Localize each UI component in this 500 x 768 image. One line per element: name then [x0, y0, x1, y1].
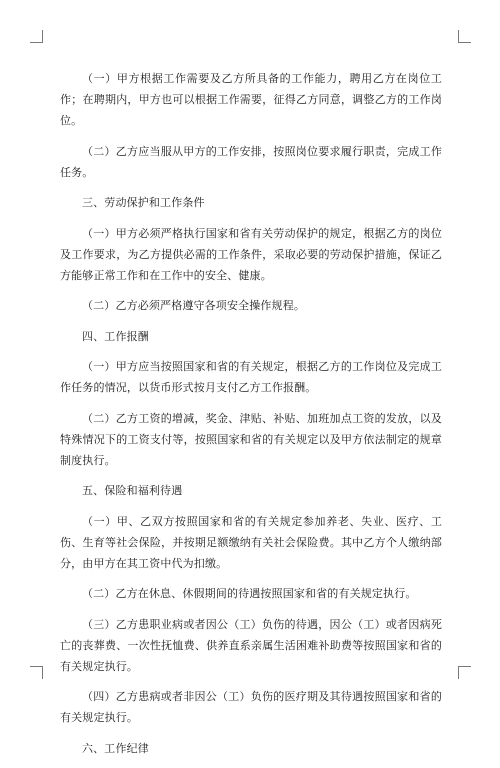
section-heading: 六、工作纪律 [82, 741, 149, 755]
clause-paragraph: （二）乙方应当服从甲方的工作安排，按照岗位要求履行职责，完成工作任务。 [60, 144, 442, 179]
clause-paragraph: （一）甲方根据工作需要及乙方所具备的工作能力，聘用乙方在岗位工作；在聘期内，甲方也可以根据工作需要，征得乙方同意，调整乙方的工作岗位。 [60, 72, 442, 127]
section-heading: 四、工作报酬 [82, 329, 149, 343]
clause-paragraph: （一）甲、乙双方按照国家和省的有关规定参加养老、失业、医疗、工伤、生育等社会保险，并按期足额缴纳有关社会保险费。其中乙方个人缴纳部分，由甲方在其工资中代为扣缴。 [60, 514, 442, 570]
crop-mark-top-right [458, 30, 471, 43]
clause-paragraph: （一）甲方必须严格执行国家和省有关劳动保护的规定，根据乙方的岗位及工作要求，为乙方提供必需的工作条件，采取必要的劳动保护措施，保证乙方能够正常工作和在工作中的安全、健康。 [60, 226, 442, 282]
section-heading: 三、劳动保护和工作条件 [82, 196, 205, 209]
crop-mark-bottom-right [458, 666, 471, 679]
clause-paragraph: （四）乙方患病或者非因公（工）负伤的医疗期及其待遇按照国家和省的有关规定执行。 [60, 690, 442, 724]
clause-paragraph: （三）乙方患职业病或者因公（工）负伤的待遇，因公（工）或者因病死亡的丧葬费、一次性抚恤费、供养直系亲属生活困难补助费等按照国家和省的有关规定执行。 [60, 617, 442, 673]
crop-mark-top-left [30, 30, 43, 43]
section-heading: 五、保险和福利待遇 [82, 484, 183, 497]
clause-paragraph: （一）甲方应当按照国家和省的有关规定，根据乙方的工作岗位及完成工作任务的情况，以货币形式按月支付乙方工作报酬。 [60, 360, 442, 394]
clause-paragraph: （二）乙方必须严格遵守各项安全操作规程。 [82, 299, 305, 312]
clause-paragraph: （二）乙方工资的增减，奖金、津贴、补贴、加班加点工资的发放，以及特殊情况下的工资支付等，按照国家和省的有关规定以及甲方依法制定的规章制度执行。 [60, 411, 442, 467]
crop-mark-bottom-left [30, 666, 43, 679]
clause-paragraph: （二）乙方在休息、休假期间的待遇按照国家和省的有关规定执行。 [82, 587, 417, 600]
document-body [60, 68, 442, 768]
